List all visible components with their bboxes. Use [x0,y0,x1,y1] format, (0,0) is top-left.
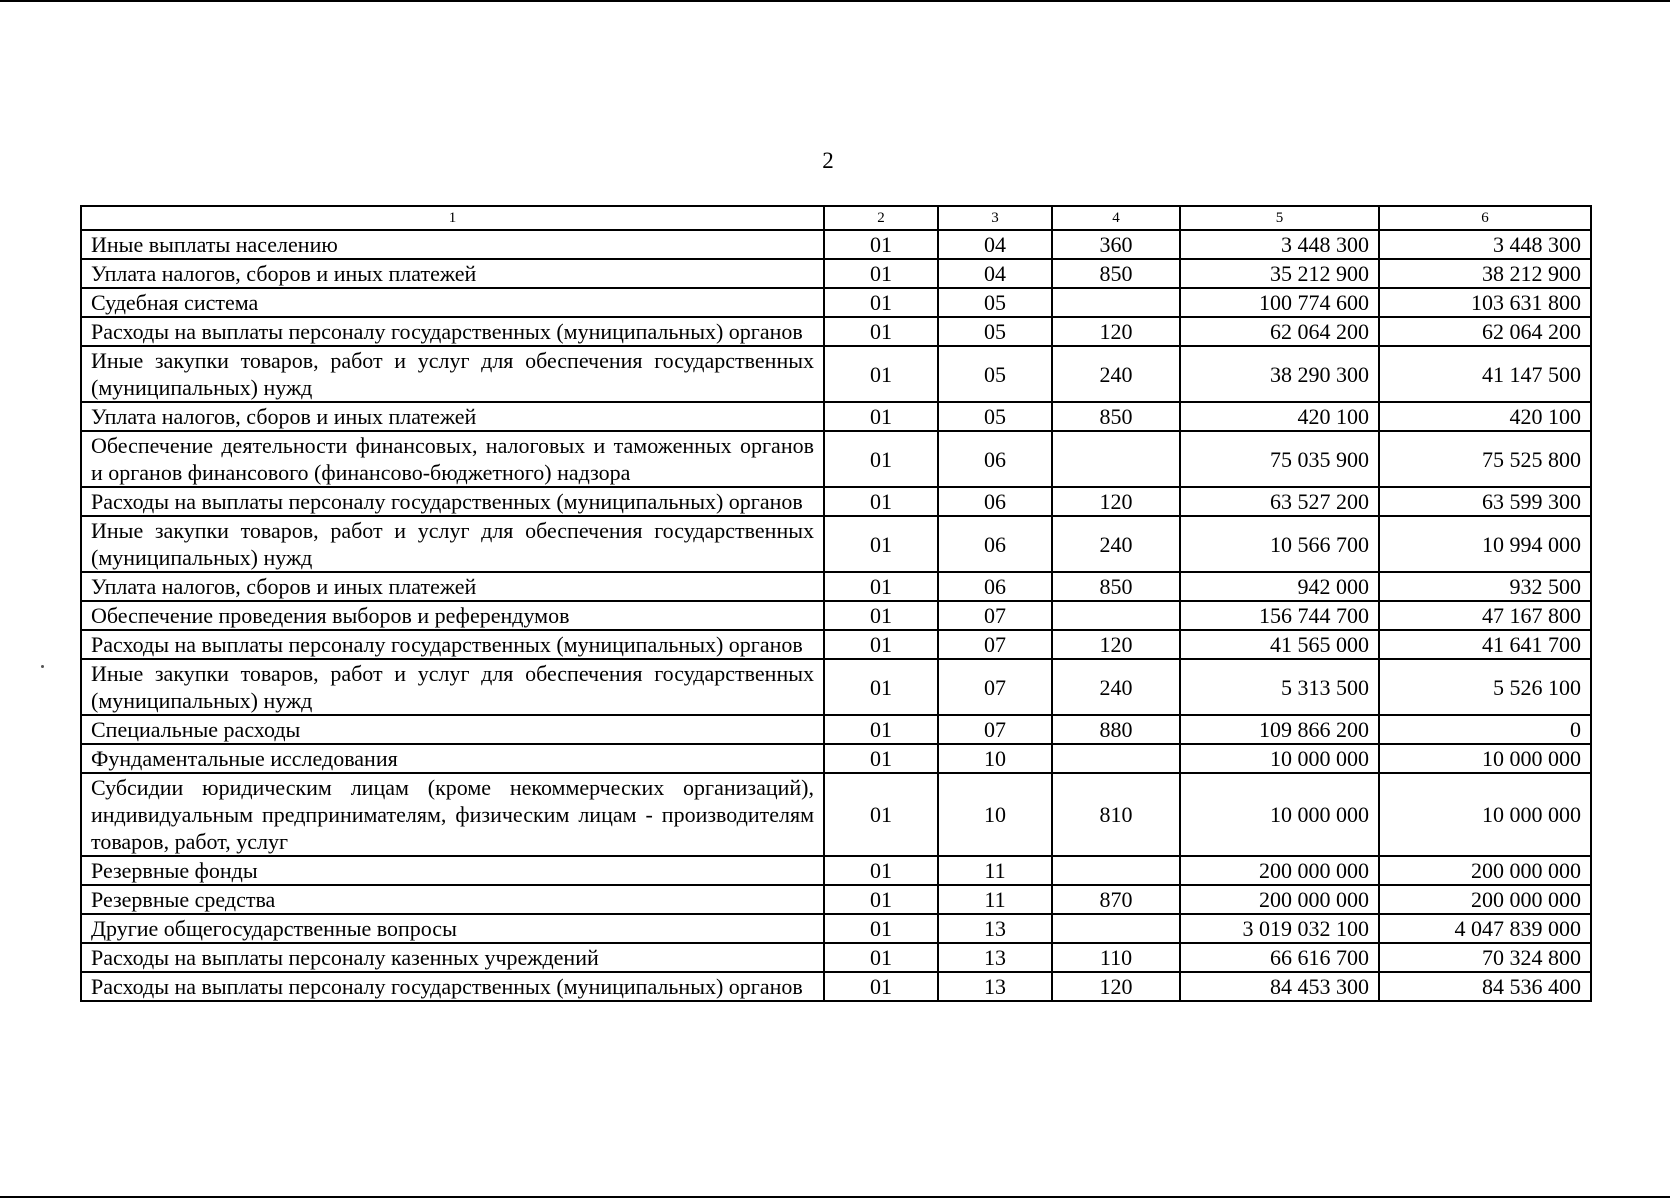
section-code-cell: 01 [824,659,938,715]
amount-year-1-cell: 10 000 000 [1180,744,1379,773]
amount-year-1-cell: 35 212 900 [1180,259,1379,288]
amount-year-2-cell: 62 064 200 [1379,317,1591,346]
subsection-code-cell: 13 [938,972,1052,1001]
row-name-cell: Резервные средства [81,885,824,914]
expense-type-cell: 120 [1052,630,1180,659]
expense-type-cell: 870 [1052,885,1180,914]
expense-type-cell: 850 [1052,572,1180,601]
expense-type-cell [1052,856,1180,885]
row-name-cell: Расходы на выплаты персоналу государственных (муниципальных) органов [81,630,824,659]
row-name-cell: Обеспечение деятельности финансовых, налоговых и таможенных органов и органов финансового (финансово-бюджетного) надзора [81,431,824,487]
table-row [81,346,1591,402]
section-code-cell: 01 [824,715,938,744]
column-header-6: 6 [1379,206,1591,230]
row-name-cell: Субсидии юридическим лицам (кроме некоммерческих организаций), индивидуальным предпринимателям, физическим лицам - производителям товаров, работ, услуг [81,773,824,856]
subsection-code-cell: 05 [938,288,1052,317]
row-name-cell: Расходы на выплаты персоналу государственных (муниципальных) органов [81,487,824,516]
section-code-cell: 01 [824,516,938,572]
amount-year-2-cell: 200 000 000 [1379,856,1591,885]
expense-type-cell: 240 [1052,346,1180,402]
amount-year-1-cell: 3 448 300 [1180,230,1379,259]
table-row [81,259,1591,288]
section-code-cell: 01 [824,402,938,431]
amount-year-1-cell: 62 064 200 [1180,317,1379,346]
subsection-code-cell: 11 [938,885,1052,914]
section-code-cell: 01 [824,856,938,885]
subsection-code-cell: 05 [938,346,1052,402]
amount-year-1-cell: 63 527 200 [1180,487,1379,516]
scan-speck [41,665,44,668]
table-row [81,972,1591,1001]
expense-type-cell [1052,431,1180,487]
amount-year-1-cell: 38 290 300 [1180,346,1379,402]
subsection-code-cell: 11 [938,856,1052,885]
table-row [81,630,1591,659]
section-code-cell: 01 [824,885,938,914]
expense-type-cell: 850 [1052,259,1180,288]
row-name-cell: Иные закупки товаров, работ и услуг для обеспечения государственных (муниципальных) нужд [81,516,824,572]
section-code-cell: 01 [824,259,938,288]
amount-year-2-cell: 10 000 000 [1379,773,1591,856]
expense-type-cell: 240 [1052,659,1180,715]
amount-year-2-cell: 0 [1379,715,1591,744]
subsection-code-cell: 05 [938,402,1052,431]
expense-type-cell: 120 [1052,317,1180,346]
table-row [81,659,1591,715]
amount-year-1-cell: 200 000 000 [1180,885,1379,914]
section-code-cell: 01 [824,744,938,773]
table-row [81,230,1591,259]
expense-type-cell [1052,601,1180,630]
subsection-code-cell: 07 [938,630,1052,659]
amount-year-2-cell: 41 641 700 [1379,630,1591,659]
section-code-cell: 01 [824,914,938,943]
amount-year-2-cell: 38 212 900 [1379,259,1591,288]
amount-year-2-cell: 932 500 [1379,572,1591,601]
expense-type-cell: 360 [1052,230,1180,259]
row-name-cell: Расходы на выплаты персоналу государственных (муниципальных) органов [81,317,824,346]
amount-year-1-cell: 66 616 700 [1180,943,1379,972]
amount-year-1-cell: 156 744 700 [1180,601,1379,630]
amount-year-1-cell: 5 313 500 [1180,659,1379,715]
page-number: 2 [822,148,834,173]
row-name-cell: Расходы на выплаты персоналу казенных учреждений [81,943,824,972]
column-header-1: 1 [81,206,824,230]
section-code-cell: 01 [824,630,938,659]
table-row [81,744,1591,773]
row-name-cell: Специальные расходы [81,715,824,744]
subsection-code-cell: 07 [938,715,1052,744]
amount-year-2-cell: 5 526 100 [1379,659,1591,715]
amount-year-2-cell: 84 536 400 [1379,972,1591,1001]
amount-year-2-cell: 4 047 839 000 [1379,914,1591,943]
table-row [81,516,1591,572]
subsection-code-cell: 06 [938,431,1052,487]
table-row [81,572,1591,601]
row-name-cell: Обеспечение проведения выборов и референдумов [81,601,824,630]
amount-year-2-cell: 3 448 300 [1379,230,1591,259]
row-name-cell: Уплата налогов, сборов и иных платежей [81,259,824,288]
row-name-cell: Судебная система [81,288,824,317]
page-top-edge [0,0,1670,2]
section-code-cell: 01 [824,431,938,487]
subsection-code-cell: 10 [938,773,1052,856]
amount-year-1-cell: 10 566 700 [1180,516,1379,572]
section-code-cell: 01 [824,773,938,856]
row-name-cell: Иные выплаты населению [81,230,824,259]
expense-type-cell: 120 [1052,972,1180,1001]
table-row [81,431,1591,487]
amount-year-2-cell: 75 525 800 [1379,431,1591,487]
table-row [81,288,1591,317]
table-row [81,773,1591,856]
amount-year-1-cell: 200 000 000 [1180,856,1379,885]
expense-type-cell [1052,744,1180,773]
row-name-cell: Иные закупки товаров, работ и услуг для обеспечения государственных (муниципальных) нужд [81,659,824,715]
subsection-code-cell: 07 [938,659,1052,715]
section-code-cell: 01 [824,317,938,346]
subsection-code-cell: 13 [938,943,1052,972]
table-row [81,885,1591,914]
column-header-2: 2 [824,206,938,230]
amount-year-2-cell: 420 100 [1379,402,1591,431]
row-name-cell: Расходы на выплаты персоналу государственных (муниципальных) органов [81,972,824,1001]
amount-year-1-cell: 3 019 032 100 [1180,914,1379,943]
subsection-code-cell: 06 [938,487,1052,516]
amount-year-1-cell: 41 565 000 [1180,630,1379,659]
table-row [81,317,1591,346]
section-code-cell: 01 [824,230,938,259]
table-row [81,487,1591,516]
section-code-cell: 01 [824,601,938,630]
table-row [81,601,1591,630]
expense-type-cell: 110 [1052,943,1180,972]
expense-type-cell [1052,914,1180,943]
amount-year-1-cell: 84 453 300 [1180,972,1379,1001]
expense-type-cell: 880 [1052,715,1180,744]
row-name-cell: Другие общегосударственные вопросы [81,914,824,943]
expense-type-cell: 120 [1052,487,1180,516]
table-row [81,943,1591,972]
column-number-row [81,206,1591,230]
amount-year-1-cell: 942 000 [1180,572,1379,601]
table-row [81,914,1591,943]
amount-year-2-cell: 70 324 800 [1379,943,1591,972]
subsection-code-cell: 06 [938,516,1052,572]
amount-year-2-cell: 41 147 500 [1379,346,1591,402]
table-row [81,402,1591,431]
amount-year-2-cell: 47 167 800 [1379,601,1591,630]
amount-year-1-cell: 75 035 900 [1180,431,1379,487]
column-header-4: 4 [1052,206,1180,230]
expense-type-cell: 850 [1052,402,1180,431]
subsection-code-cell: 07 [938,601,1052,630]
column-header-5: 5 [1180,206,1379,230]
amount-year-2-cell: 103 631 800 [1379,288,1591,317]
section-code-cell: 01 [824,346,938,402]
subsection-code-cell: 05 [938,317,1052,346]
amount-year-1-cell: 109 866 200 [1180,715,1379,744]
row-name-cell: Резервные фонды [81,856,824,885]
table-row [81,856,1591,885]
subsection-code-cell: 13 [938,914,1052,943]
amount-year-1-cell: 420 100 [1180,402,1379,431]
budget-table [80,205,1592,1002]
subsection-code-cell: 04 [938,259,1052,288]
amount-year-1-cell: 100 774 600 [1180,288,1379,317]
section-code-cell: 01 [824,288,938,317]
column-header-3: 3 [938,206,1052,230]
row-name-cell: Уплата налогов, сборов и иных платежей [81,402,824,431]
section-code-cell: 01 [824,572,938,601]
expense-type-cell: 810 [1052,773,1180,856]
amount-year-2-cell: 63 599 300 [1379,487,1591,516]
amount-year-2-cell: 10 000 000 [1379,744,1591,773]
subsection-code-cell: 10 [938,744,1052,773]
amount-year-2-cell: 200 000 000 [1379,885,1591,914]
row-name-cell: Фундаментальные исследования [81,744,824,773]
subsection-code-cell: 06 [938,572,1052,601]
row-name-cell: Иные закупки товаров, работ и услуг для обеспечения государственных (муниципальных) нужд [81,346,824,402]
section-code-cell: 01 [824,487,938,516]
expense-type-cell [1052,288,1180,317]
table-row [81,715,1591,744]
section-code-cell: 01 [824,943,938,972]
expense-type-cell: 240 [1052,516,1180,572]
section-code-cell: 01 [824,972,938,1001]
row-name-cell: Уплата налогов, сборов и иных платежей [81,572,824,601]
page-bottom-edge [0,1196,1670,1198]
amount-year-2-cell: 10 994 000 [1379,516,1591,572]
subsection-code-cell: 04 [938,230,1052,259]
amount-year-1-cell: 10 000 000 [1180,773,1379,856]
